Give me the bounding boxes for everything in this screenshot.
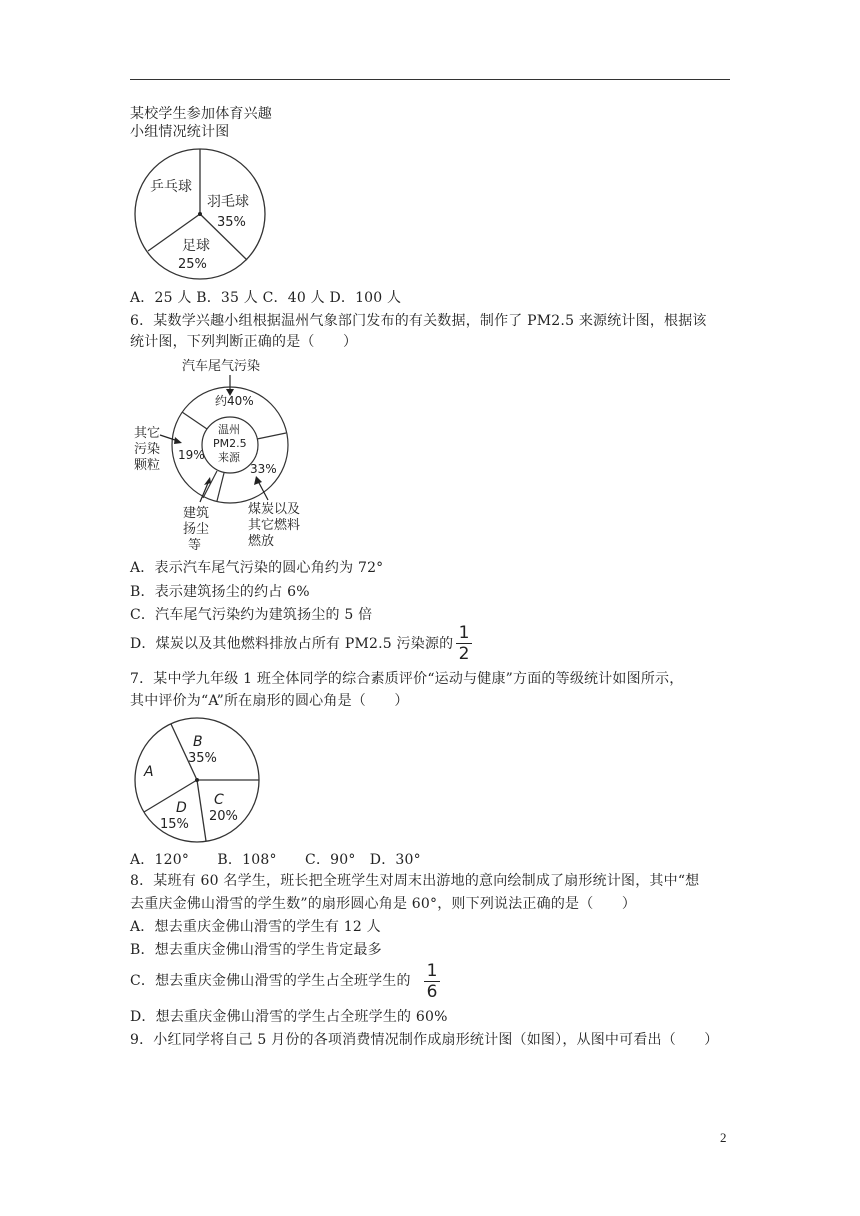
q6-optB: B．表示建筑扬尘的约占 6% [130, 584, 310, 600]
label-car-pct: 约40% [215, 394, 254, 408]
label-coal-pct: 33% [250, 462, 277, 476]
chart1-title-line2: 小组情况统计图 [130, 124, 230, 140]
pm25-ring-chart [130, 355, 330, 555]
label-C-pct: 20% [209, 809, 238, 824]
label-other-2: 污染 [134, 442, 161, 457]
label-pingpong: 乒乓球 [150, 179, 192, 195]
label-B: B [193, 734, 203, 750]
center-l1: 温州 [218, 423, 240, 436]
center-l2: PM2.5 [213, 437, 247, 450]
fraction-numerator: 1 [426, 961, 438, 981]
chart1-title-line1: 某校学生参加体育兴趣 [130, 106, 272, 122]
label-A: A [144, 764, 154, 780]
q6-optA: A．表示汽车尾气污染的圆心角约为 72° [130, 560, 384, 576]
q6-optD-fraction [456, 624, 472, 663]
page-number: 2 [720, 1130, 727, 1145]
label-other-pct: 19% [178, 448, 205, 462]
q8-line2: 去重庆金佛山滑雪的学生数”的扇形圆心角是 60°，则下列说法正确的是（ ） [130, 896, 637, 912]
q6-optD: D．煤炭以及其他燃料排放占所有 PM2.5 污染源的 [130, 636, 454, 652]
label-construction-3: 等 [188, 538, 202, 553]
q8-optD: D．想去重庆金佛山滑雪的学生占全班学生的 60% [130, 1009, 448, 1025]
label-badminton-pct: 35% [217, 215, 246, 230]
fraction-numerator: 1 [458, 623, 470, 643]
header-rule [130, 79, 730, 80]
q8-optA: A．想去重庆金佛山滑雪的学生有 12 人 [130, 919, 381, 935]
fraction-denominator: 6 [426, 982, 438, 1002]
label-football: 足球 [182, 238, 210, 254]
q8-optC-fraction [424, 962, 440, 1001]
label-B-pct: 35% [188, 751, 217, 766]
fraction-denominator: 2 [458, 644, 470, 664]
label-car-exhaust: 汽车尾气污染 [182, 359, 261, 374]
label-construction-1: 建筑 [183, 506, 210, 521]
grade-pie-chart [130, 716, 264, 850]
q7-line1: 7．某中学九年级 1 班全体同学的综合素质评价“运动与健康”方面的等级统计如图所示， [130, 671, 684, 687]
label-other-3: 颗粒 [134, 458, 161, 473]
q6-line1: 6．某数学兴趣小组根据温州气象部门发布的有关数据，制作了 PM2.5 来源统计图，根据该 [130, 313, 707, 329]
q7-line2: 其中评价为“A”所在扇形的圆心角是（ ） [130, 693, 409, 709]
label-coal-3: 燃放 [248, 534, 275, 549]
label-coal-1: 煤炭以及 [248, 502, 301, 517]
center-l3: 来源 [218, 451, 240, 464]
q7-options: A．120° B．108° C．90° D．30° [130, 852, 421, 868]
q6-optC: C．汽车尾气污染约为建筑扬尘的 5 倍 [130, 607, 373, 623]
sports-pie-chart [130, 144, 270, 284]
label-badminton: 羽毛球 [207, 194, 249, 210]
q9-line1: 9．小红同学将自己 5 月份的各项消费情况制作成扇形统计图（如图），从图中可看出（ ） [130, 1032, 719, 1048]
label-construction-2: 扬尘 [183, 522, 210, 537]
label-coal-2: 其它燃料 [248, 518, 301, 533]
label-other-1: 其它 [134, 426, 161, 441]
label-D: D [176, 800, 187, 816]
q8-line1: 8．某班有 60 名学生，班长把全班学生对周末出游地的意向绘制成了扇形统计图，其中“想 [130, 873, 700, 889]
label-football-pct: 25% [178, 257, 207, 272]
label-C: C [214, 792, 224, 808]
q6-line2: 统计图，下列判断正确的是（ ） [130, 334, 358, 350]
q8-optC: C．想去重庆金佛山滑雪的学生占全班学生的 [130, 973, 411, 989]
q8-optB: B．想去重庆金佛山滑雪的学生肯定最多 [130, 942, 382, 958]
q5-options: A．25 人 B．35 人 C．40 人 D．100 人 [130, 290, 402, 306]
label-D-pct: 15% [160, 817, 189, 832]
